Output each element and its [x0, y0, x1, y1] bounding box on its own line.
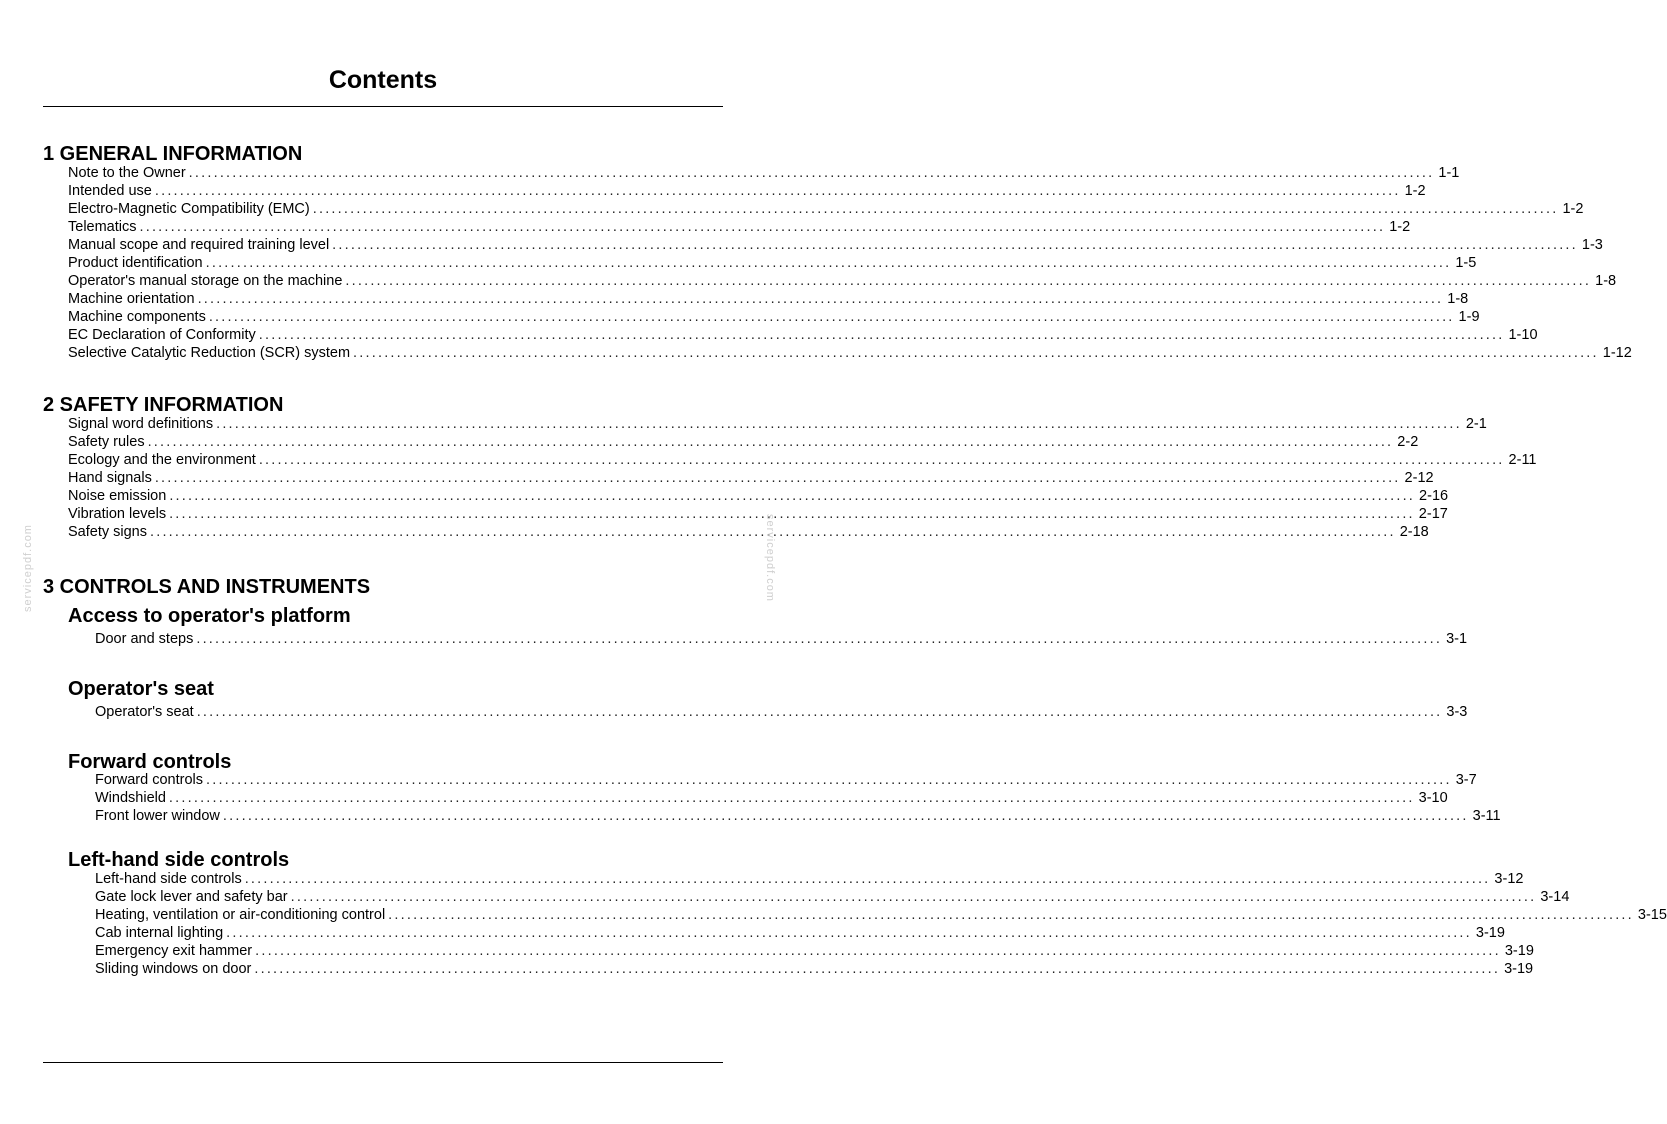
dot-leader: ........................................................................................................................................................................................................: [168, 790, 1415, 806]
toc-entry-title: EC Declaration of Conformity: [68, 327, 256, 343]
toc-entry[interactable]: [95, 789, 1448, 807]
toc-entry-title: Selective Catalytic Reduction (SCR) system: [68, 345, 351, 361]
toc-entry-page: 1-12: [1602, 345, 1632, 361]
dot-leader: ........................................................................................................................................................................................................: [150, 524, 1396, 540]
section-heading-operators-seat: Operator's seat: [68, 678, 214, 700]
toc-entry-page: 1-1: [1438, 165, 1460, 181]
toc-entry-page: 2-11: [1508, 452, 1537, 468]
toc-list-access: [95, 630, 1468, 648]
toc-entry[interactable]: [95, 924, 1505, 942]
toc-entry-page: 1-2: [1389, 219, 1411, 235]
toc-entry-title: Door and steps: [95, 631, 194, 647]
toc-entry[interactable]: [68, 164, 1460, 182]
dot-leader: ........................................................................................................................................................................................................: [169, 488, 1416, 504]
toc-entry-title: Cab internal lighting: [95, 925, 224, 941]
dot-leader: ........................................................................................................................................................................................................: [255, 943, 1501, 959]
toc-entry-title: Noise emission: [68, 488, 167, 504]
dot-leader: ........................................................................................................................................................................................................: [196, 631, 1443, 647]
toc-entry[interactable]: [95, 807, 1501, 825]
section-heading-access-to-operators-platform: Access to operator's platform: [68, 605, 351, 627]
toc-entry-page: 3-10: [1418, 790, 1448, 806]
toc-entry-page: 3-19: [1504, 943, 1534, 959]
dot-leader: ........................................................................................................................................................................................................: [205, 772, 1452, 788]
dot-leader: ........................................................................................................................................................................................................: [258, 327, 1505, 343]
toc-entry-page: 1-2: [1562, 201, 1584, 217]
toc-entry-title: Gate lock lever and safety bar: [95, 889, 288, 905]
toc-entry-page: 1-5: [1455, 255, 1477, 271]
dot-leader: ........................................................................................................................................................................................................: [154, 183, 1401, 199]
toc-entry-title: Product identification: [68, 255, 203, 271]
toc-entry-title: Manual scope and required training level: [68, 237, 330, 253]
dot-leader: ........................................................................................................................................................................................................: [222, 808, 1469, 824]
watermark-right: servicepdf.com: [764, 514, 776, 602]
toc-entry[interactable]: [68, 308, 1480, 326]
section-heading-forward-controls: Forward controls: [68, 751, 232, 773]
toc-entry-page: 2-17: [1418, 506, 1448, 522]
toc-entry-page: 3-7: [1455, 772, 1477, 788]
toc-entry-title: Forward controls: [95, 772, 203, 788]
toc-entry[interactable]: [95, 888, 1570, 906]
dot-leader: ........................................................................................................................................................................................................: [216, 416, 1462, 432]
toc-entry-page: 3-12: [1494, 871, 1524, 887]
toc-entry[interactable]: [95, 942, 1534, 960]
toc-entry-title: Operator's seat: [95, 704, 194, 720]
toc-entry-page: 3-11: [1472, 808, 1501, 824]
toc-entry[interactable]: [95, 703, 1468, 721]
toc-entry[interactable]: [68, 236, 1603, 254]
dot-leader: ........................................................................................................................................................................................................: [312, 201, 1559, 217]
dot-leader: ........................................................................................................................................................................................................: [169, 506, 1415, 522]
toc-entry-page: 3-15: [1637, 907, 1667, 923]
toc-entry-page: 3-19: [1504, 961, 1534, 977]
toc-entry-title: Emergency exit hammer: [95, 943, 253, 959]
dot-leader: ........................................................................................................................................................................................................: [254, 961, 1501, 977]
toc-entry-title: Signal word definitions: [68, 416, 214, 432]
dot-leader: ........................................................................................................................................................................................................: [139, 219, 1386, 235]
dot-leader: ........................................................................................................................................................................................................: [353, 345, 1599, 361]
watermark-left: servicepdf.com: [22, 524, 34, 612]
toc-list-forward-controls: [95, 771, 1501, 825]
toc-entry-title: Machine orientation: [68, 291, 195, 307]
toc-entry-title: Electro-Magnetic Compatibility (EMC): [68, 201, 310, 217]
toc-list-seat: [95, 703, 1468, 721]
toc-list-left-hand-side-controls: [95, 870, 1667, 978]
toc-entry[interactable]: [68, 254, 1477, 272]
toc-list-chapter-2: [68, 415, 1537, 541]
toc-entry-page: 2-2: [1397, 434, 1419, 450]
toc-entry[interactable]: [68, 523, 1429, 541]
dot-leader: ........................................................................................................................................................................................................: [388, 907, 1634, 923]
toc-entry-page: 2-18: [1399, 524, 1429, 540]
toc-entry[interactable]: [68, 433, 1419, 451]
toc-entry-page: 1-3: [1581, 237, 1603, 253]
toc-entry-title: Heating, ventilation or air-conditioning control: [95, 907, 386, 923]
toc-entry-page: 1-2: [1404, 183, 1426, 199]
toc-entry[interactable]: [68, 451, 1537, 469]
section-heading-left-hand-side-controls: Left-hand side controls: [68, 849, 290, 871]
toc-entry-title: Front lower window: [95, 808, 220, 824]
toc-entry-page: 2-1: [1465, 416, 1487, 432]
toc-entry-title: Intended use: [68, 183, 152, 199]
toc-entry-title: Vibration levels: [68, 506, 167, 522]
header-rule: [43, 106, 723, 107]
dot-leader: ........................................................................................................................................................................................................: [188, 165, 1435, 181]
toc-entry-page: 1-10: [1508, 327, 1538, 343]
toc-entry-title: Operator's manual storage on the machine: [68, 273, 343, 289]
toc-entry-title: Telematics: [68, 219, 137, 235]
toc-entry[interactable]: [68, 505, 1448, 523]
toc-entry-page: 2-16: [1419, 488, 1449, 504]
toc-entry-title: Ecology and the environment: [68, 452, 256, 468]
dot-leader: ........................................................................................................................................................................................................: [332, 237, 1578, 253]
toc-entry-page: 1-9: [1458, 309, 1480, 325]
toc-entry[interactable]: [68, 200, 1584, 218]
dot-leader: ........................................................................................................................................................................................................: [147, 434, 1394, 450]
chapter-heading-safety-information: 2 SAFETY INFORMATION: [43, 394, 284, 416]
toc-entry-title: Machine components: [68, 309, 206, 325]
toc-entry-page: 2-12: [1404, 470, 1434, 486]
dot-leader: ........................................................................................................................................................................................................: [244, 871, 1491, 887]
dot-leader: ........................................................................................................................................................................................................: [345, 273, 1592, 289]
toc-entry[interactable]: [68, 469, 1434, 487]
toc-entry[interactable]: [95, 870, 1524, 888]
page-title: Contents: [328, 66, 438, 94]
toc-entry[interactable]: [95, 906, 1667, 924]
toc-entry[interactable]: [95, 771, 1477, 789]
toc-list-chapter-1: [68, 164, 1632, 362]
toc-entry[interactable]: [68, 290, 1469, 308]
toc-entry-page: 1-8: [1447, 291, 1469, 307]
toc-entry[interactable]: [68, 415, 1487, 433]
dot-leader: ........................................................................................................................................................................................................: [205, 255, 1452, 271]
toc-entry-page: 3-1: [1446, 631, 1468, 647]
toc-entry-title: Hand signals: [68, 470, 152, 486]
toc-entry-page: 3-3: [1446, 704, 1468, 720]
dot-leader: ........................................................................................................................................................................................................: [290, 889, 1537, 905]
toc-entry-page: 3-14: [1540, 889, 1570, 905]
dot-leader: ........................................................................................................................................................................................................: [258, 452, 1505, 468]
toc-entry[interactable]: [68, 218, 1411, 236]
toc-entry-title: Windshield: [95, 790, 166, 806]
dot-leader: ........................................................................................................................................................................................................: [226, 925, 1472, 941]
toc-entry[interactable]: [68, 487, 1449, 505]
dot-leader: ........................................................................................................................................................................................................: [197, 291, 1444, 307]
toc-entry-title: Safety signs: [68, 524, 147, 540]
dot-leader: ........................................................................................................................................................................................................: [208, 309, 1455, 325]
toc-entry-page: 3-19: [1475, 925, 1505, 941]
chapter-heading-controls-and-instruments: 3 CONTROLS AND INSTRUMENTS: [43, 576, 371, 598]
toc-entry-title: Note to the Owner: [68, 165, 186, 181]
toc-entry[interactable]: [68, 182, 1426, 200]
dot-leader: ........................................................................................................................................................................................................: [154, 470, 1401, 486]
toc-entry-title: Safety rules: [68, 434, 145, 450]
toc-entry[interactable]: [68, 326, 1538, 344]
toc-entry[interactable]: [95, 960, 1534, 978]
toc-entry[interactable]: [68, 272, 1617, 290]
toc-entry[interactable]: [95, 630, 1468, 648]
dot-leader: ........................................................................................................................................................................................................: [196, 704, 1443, 720]
toc-entry[interactable]: [68, 344, 1632, 362]
toc-entry-page: 1-8: [1595, 273, 1617, 289]
toc-entry-title: Left-hand side controls: [95, 871, 242, 887]
footer-rule: [43, 1062, 723, 1063]
toc-entry-title: Sliding windows on door: [95, 961, 252, 977]
chapter-heading-general-information: 1 GENERAL INFORMATION: [43, 143, 303, 165]
